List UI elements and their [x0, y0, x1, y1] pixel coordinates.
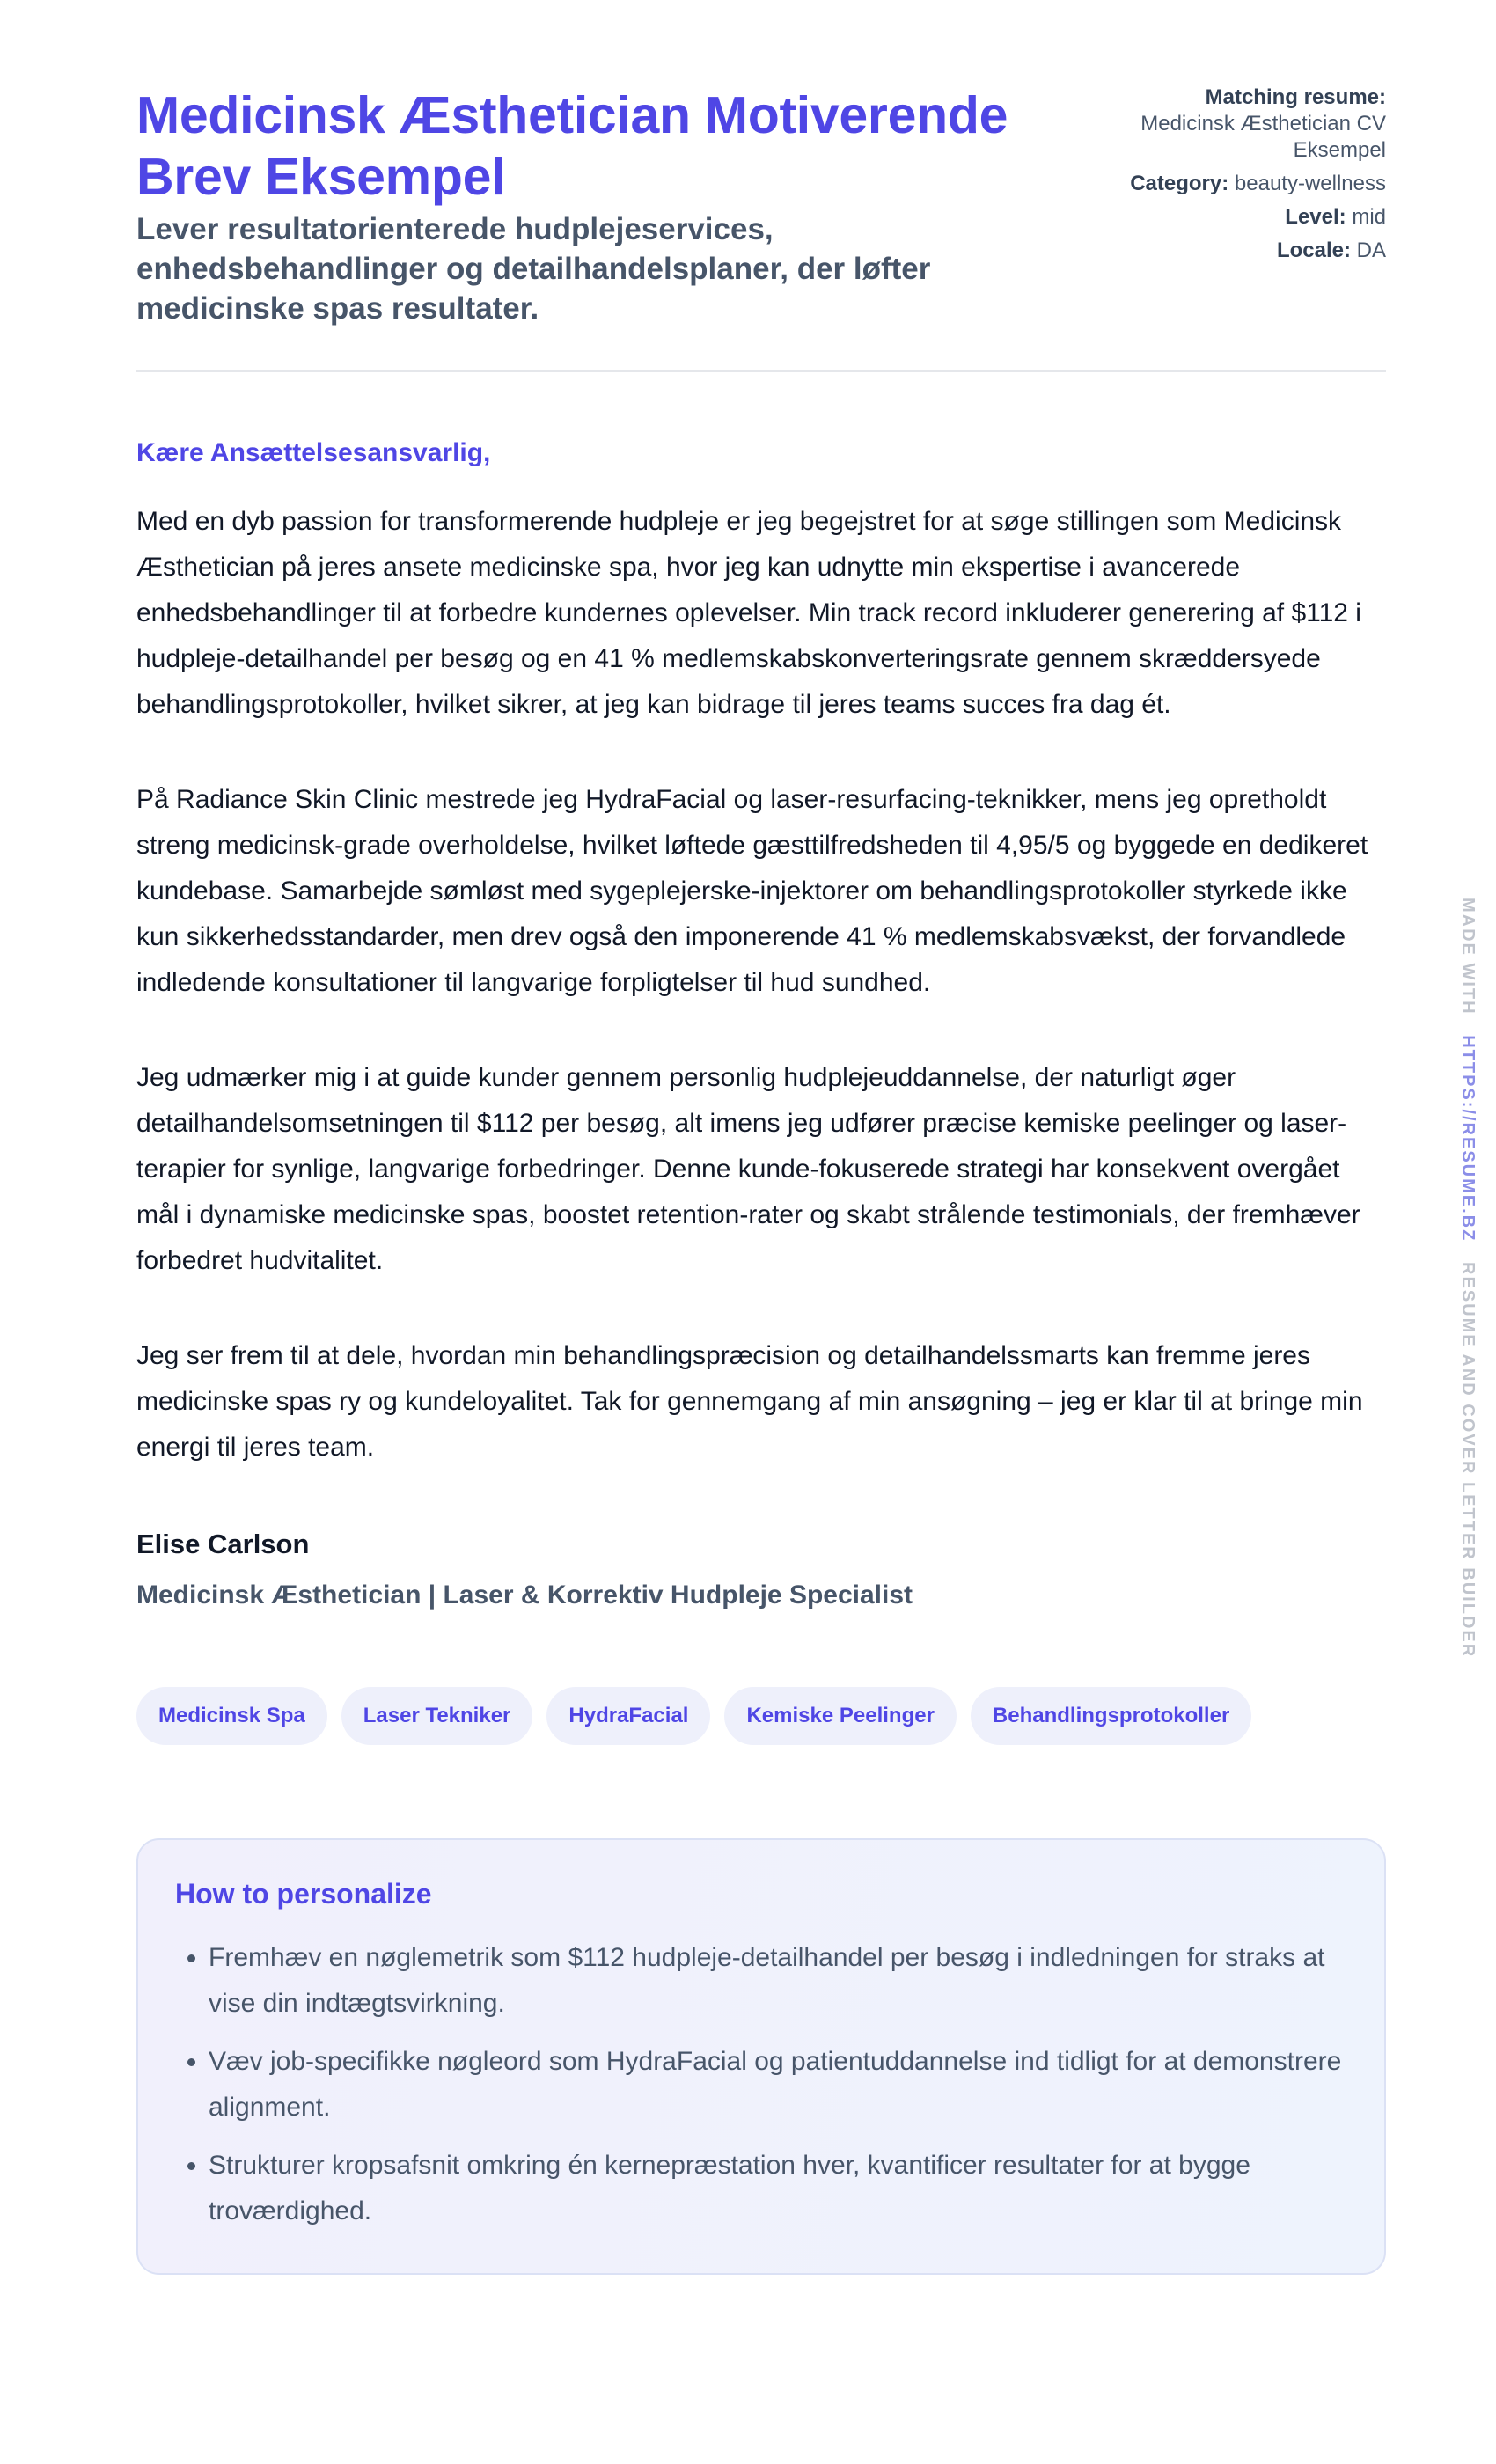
meta-matching-label: Matching resume:	[1205, 85, 1386, 109]
meta-level	[1096, 204, 1386, 231]
skill-tag: HydraFacial	[546, 1687, 710, 1745]
meta-level-label: Level:	[1285, 205, 1346, 229]
skill-tags	[136, 1687, 1386, 1745]
side-credit-prefix: MADE WITH	[1458, 898, 1478, 1016]
meta-level-value: mid	[1352, 205, 1386, 229]
meta-category-label: Category:	[1130, 172, 1229, 195]
meta-panel	[1096, 84, 1386, 271]
side-credit-suffix: RESUME AND COVER LETTER BUILDER	[1458, 1262, 1478, 1659]
meta-matching-value[interactable]: Medicinsk Æsthetician CV Eksempel	[1140, 112, 1386, 162]
skill-tag: Kemiske Peelinger	[724, 1687, 956, 1745]
tip-item: • Strukturer kropsafsnit omkring én kernepræstation hver, kvantificer resultater for at bygge troværdighed.	[209, 2143, 1347, 2234]
tips-title: How to personalize	[175, 1878, 432, 1910]
letter-paragraph: Jeg udmærker mig i at guide kunder gennem personlig hudplejeuddannelse, der naturligt øger detailhandelsomsetningen til $112 per besøg, alt imens jeg udfører præcise kemiske peelinger og laser-terapier for synlige, langvarige forbedringer. Denne kunde-fokuserede strategi har konsekvent overgået mål i dynamiske medicinske spas, boostet retention-rater og skabt strålende testimonials, der fremhæver forbedret hudvitalitet.	[136, 1063, 1360, 1275]
page-title: Medicinsk Æsthetician Motiverende Brev Eksempel	[136, 86, 1008, 206]
cover-letter-page	[136, 84, 1386, 2275]
skill-tag: Behandlingsprotokoller	[971, 1687, 1251, 1745]
skill-tag: Laser Tekniker	[341, 1687, 533, 1745]
meta-locale-label: Locale:	[1276, 238, 1351, 262]
letter-paragraph: På Radiance Skin Clinic mestrede jeg HydraFacial og laser-resurfacing-teknikker, mens jeg opretholdt streng medicinsk-grade overholdelse, hvilket løftede gæsttilfredsheden til 4,95/5 og byggede en dedikeret kundebase. Samarbejde sømløst med sygeplejerske-injektorer om behandlingsprotokoller styrkede ikke kun sikkerhedsstandarder, men drev også den imponerende 41 % medlemskabsvækst, der forvandlede indledende konsultationer til langvarige forpligtelser til hud sundhed.	[136, 785, 1368, 997]
signature-name: Elise Carlson	[136, 1529, 310, 1559]
letter-greeting: Kære Ansættelsesansvarlig,	[136, 438, 491, 467]
signature-title: Medicinsk Æsthetician | Laser & Korrektiv Hudpleje Specialist	[136, 1580, 913, 1610]
signature-block	[136, 1527, 1386, 1613]
page-header	[136, 84, 1386, 372]
tip-item: • Væv job-specifikke nøgleord som HydraFacial og patientuddannelse ind tidligt for at demonstrere alignment.	[209, 2039, 1347, 2130]
letter-paragraph: Med en dyb passion for transformerende hudpleje er jeg begejstret for at søge stillingen som Medicinsk Æsthetician på jeres ansete medicinske spa, hvor jeg kan udnytte min ekspertise i avancerede enhedsbehandlinger til at forbedre kundernes oplevelser. Min track record inkluderer generering af $112 i hudpleje-detailhandel per besøg og en 41 % medlemskabskonverteringsrate gennem skræddersyede behandlingsprotokoller, hvilket sikrer, at jeg kan bidrage til jeres teams succes fra dag ét.	[136, 507, 1361, 719]
meta-locale-value: DA	[1356, 238, 1386, 262]
side-credit-link[interactable]: HTTPS://RESUME.BZ	[1458, 1035, 1478, 1243]
letter-paragraph: Jeg ser frem til at dele, hvordan min behandlingspræcision og detailhandelssmarts kan fremme jeres medicinske spas ry og kundeloyalitet. Tak for gennemgang af min ansøgning – jeg er klar til at bringe min energi til jeres team.	[136, 1341, 1363, 1462]
meta-matching-resume	[1096, 84, 1386, 164]
letter-body	[136, 499, 1386, 1470]
meta-category-value: beauty-wellness	[1234, 172, 1386, 195]
header-title-block	[136, 84, 1052, 328]
side-credit	[1457, 898, 1478, 1658]
meta-category	[1096, 171, 1386, 197]
tips-list	[175, 1935, 1347, 2234]
meta-locale	[1096, 238, 1386, 264]
skill-tag: Medicinsk Spa	[136, 1687, 327, 1745]
personalize-tips-box	[136, 1838, 1386, 2275]
page-subtitle: Lever resultatorienterede hudplejeservices, enhedsbehandlinger og detailhandelsplaner, der løfter medicinske spas resultater.	[136, 212, 931, 326]
tip-item: • Fremhæv en nøglemetrik som $112 hudpleje-detailhandel per besøg i indledningen for straks at vise din indtægtsvirkning.	[209, 1935, 1347, 2027]
